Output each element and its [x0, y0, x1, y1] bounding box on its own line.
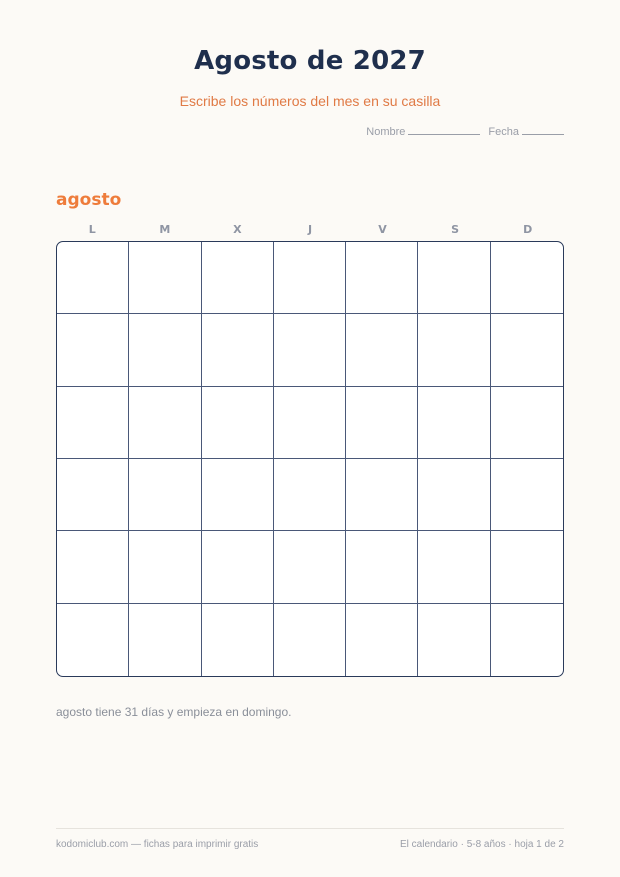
calendar-cell[interactable]	[129, 604, 201, 676]
weekday-label: D	[523, 223, 533, 236]
calendar-cell[interactable]	[346, 314, 418, 386]
calendar-cell[interactable]	[346, 387, 418, 459]
calendar-cell[interactable]	[202, 387, 274, 459]
calendar-cell[interactable]	[418, 387, 490, 459]
name-blank-line	[408, 133, 480, 135]
calendar-cell[interactable]	[57, 459, 129, 531]
date-blank-line	[522, 133, 564, 135]
name-field	[366, 126, 480, 138]
calendar-cell[interactable]	[418, 314, 490, 386]
calendar-cell[interactable]	[57, 242, 129, 314]
calendar-cell[interactable]	[57, 604, 129, 676]
calendar-cell[interactable]	[129, 314, 201, 386]
calendar-cell[interactable]	[274, 242, 346, 314]
calendar-cell[interactable]	[202, 531, 274, 603]
date-field	[488, 126, 564, 138]
month-label: agosto	[56, 190, 122, 210]
calendar-cell[interactable]	[418, 459, 490, 531]
calendar-cell[interactable]	[57, 531, 129, 603]
calendar-cell[interactable]	[57, 387, 129, 459]
name-label: Nombre	[366, 126, 406, 138]
page-title: Agosto de 2027	[194, 46, 426, 76]
calendar-cell[interactable]	[129, 459, 201, 531]
calendar-cell[interactable]	[274, 314, 346, 386]
calendar-cell[interactable]	[346, 604, 418, 676]
calendar-cell[interactable]	[57, 314, 129, 386]
calendar-cell[interactable]	[418, 242, 490, 314]
calendar-cell[interactable]	[129, 242, 201, 314]
weekday-header	[56, 223, 564, 236]
calendar-cell[interactable]	[202, 314, 274, 386]
calendar-cell[interactable]	[491, 314, 563, 386]
calendar-cell[interactable]	[491, 242, 563, 314]
weekday-label: L	[88, 223, 96, 236]
calendar-cell[interactable]	[129, 387, 201, 459]
calendar-cell[interactable]	[274, 459, 346, 531]
calendar-cell[interactable]	[202, 604, 274, 676]
calendar-cell[interactable]	[491, 459, 563, 531]
calendar-cell[interactable]	[491, 604, 563, 676]
footer-page-info: El calendario · 5-8 años · hoja 1 de 2	[400, 839, 564, 850]
calendar-cell[interactable]	[491, 387, 563, 459]
calendar-cell[interactable]	[418, 531, 490, 603]
calendar-cell[interactable]	[274, 387, 346, 459]
date-label: Fecha	[488, 126, 519, 138]
calendar-cell[interactable]	[346, 459, 418, 531]
footer-divider	[56, 828, 564, 829]
calendar-grid	[56, 241, 564, 677]
month-note: agosto tiene 31 días y empieza en domingo.	[56, 705, 292, 719]
calendar-cell[interactable]	[274, 604, 346, 676]
weekday-label: X	[233, 223, 242, 236]
calendar-cell[interactable]	[274, 531, 346, 603]
weekday-label: V	[378, 223, 387, 236]
footer-site: kodomiclub.com — fichas para imprimir gratis	[56, 839, 259, 850]
calendar-cell[interactable]	[346, 242, 418, 314]
weekday-label: J	[307, 223, 313, 236]
student-fields	[366, 126, 564, 138]
calendar-cell[interactable]	[346, 531, 418, 603]
calendar-cell[interactable]	[491, 531, 563, 603]
calendar-cell[interactable]	[202, 459, 274, 531]
calendar-cell[interactable]	[418, 604, 490, 676]
calendar-cell[interactable]	[129, 531, 201, 603]
weekday-label: S	[451, 223, 460, 236]
weekday-label: M	[159, 223, 171, 236]
calendar-cell[interactable]	[202, 242, 274, 314]
page-subtitle: Escribe los números del mes en su casilla	[179, 93, 441, 109]
